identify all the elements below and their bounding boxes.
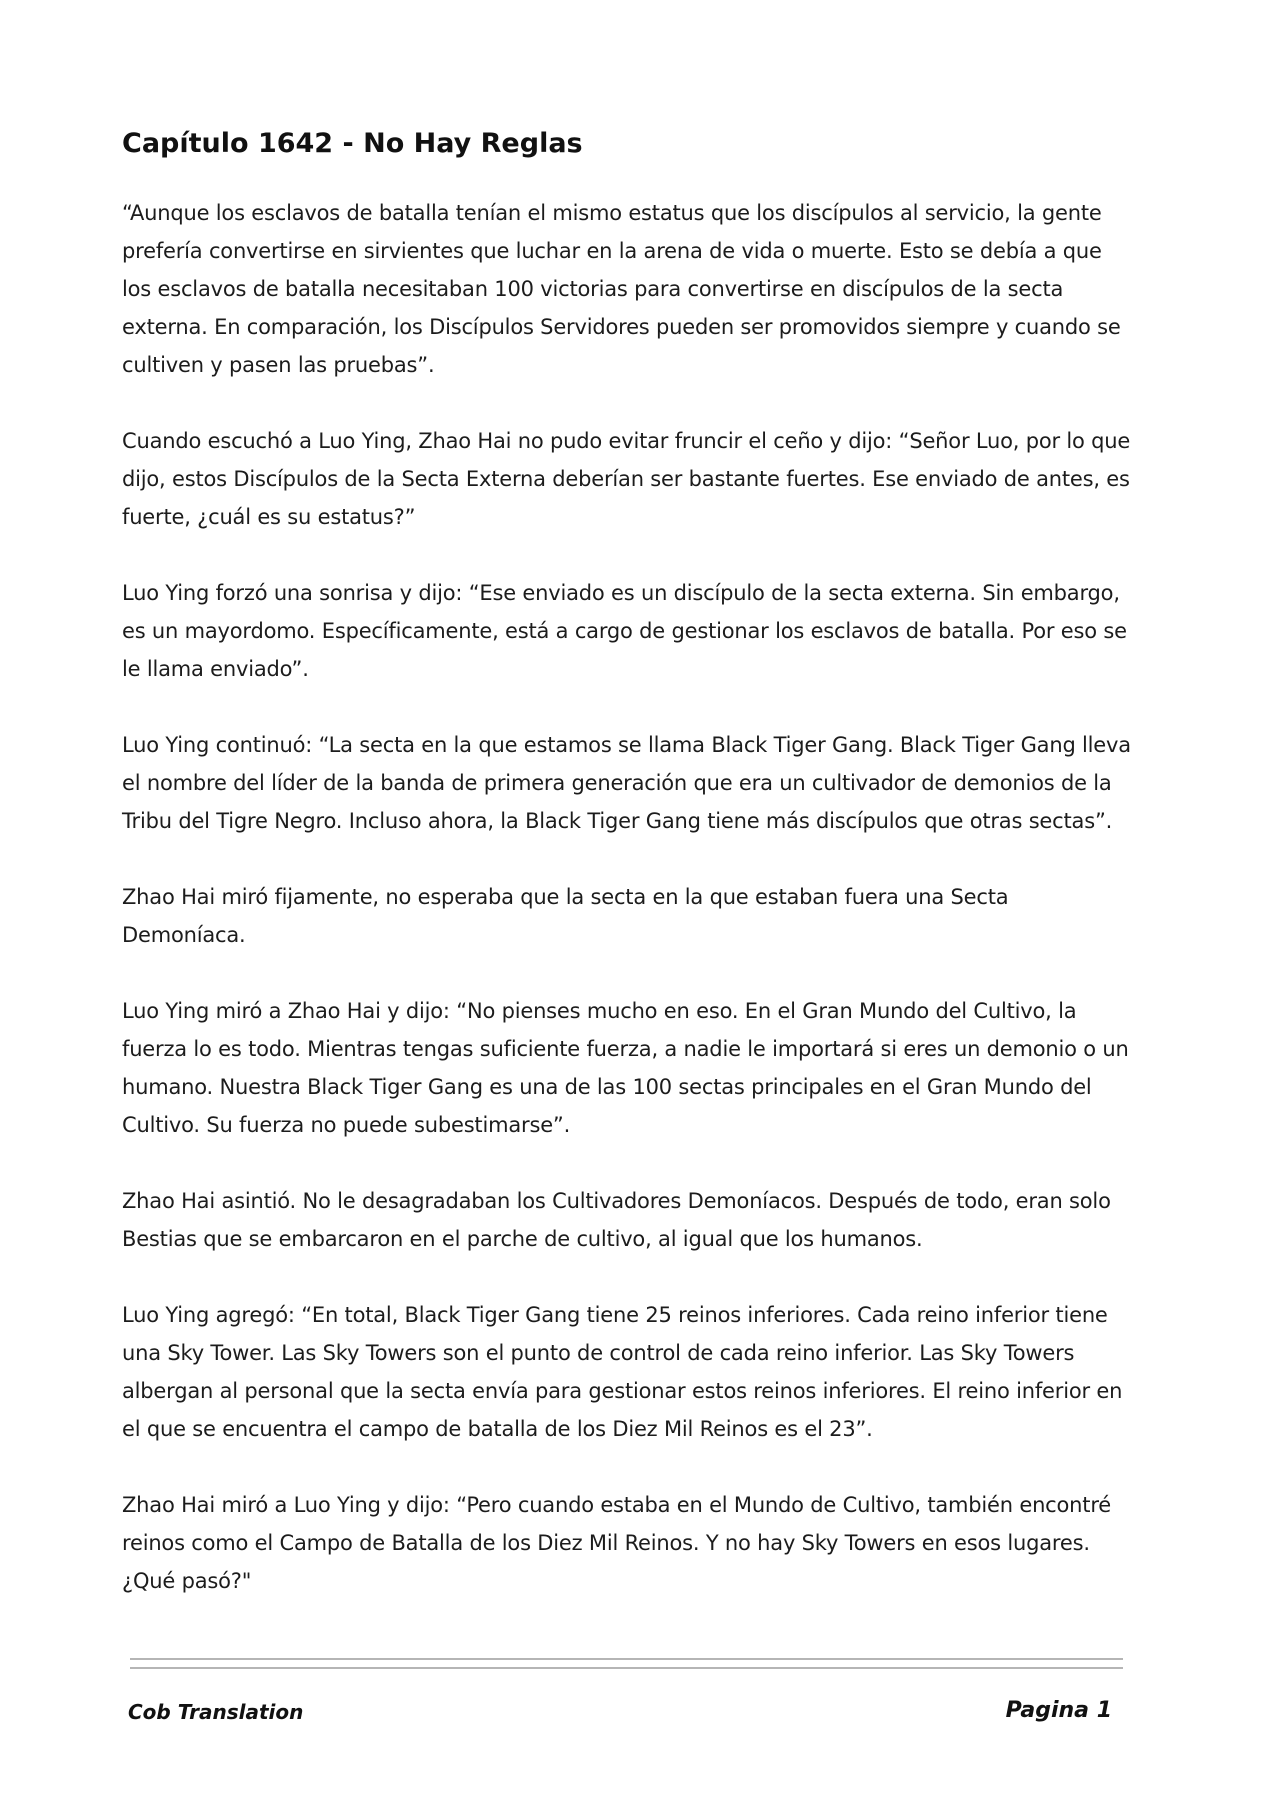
paragraph: Cuando escuchó a Luo Ying, Zhao Hai no pudo evitar fruncir el ceño y dijo: “Señor Luo, por lo que dijo, estos Discípulos de la Secta Externa deberían ser bastante fuertes. Ese enviado de antes, es fuerte, ¿cuál es su estatus?”: [122, 429, 1131, 529]
footer-divider-bottom: [130, 1667, 1123, 1669]
footer-divider-top: [130, 1658, 1123, 1660]
paragraph: Luo Ying forzó una sonrisa y dijo: “Ese enviado es un discípulo de la secta externa. Sin embargo, es un mayordomo. Específicamente, está a cargo de gestionar los esclavos de batalla. Por eso se le llama enviado”.: [122, 581, 1127, 681]
footer-translator-credit: Cob Translation: [128, 1700, 304, 1724]
paragraph: Luo Ying miró a Zhao Hai y dijo: “No pienses mucho en eso. En el Gran Mundo del Cultivo, la fuerza lo es todo. Mientras tengas suficiente fuerza, a nadie le importará si eres un demonio o un humano. Nuestra Black Tiger Gang es una de las 100 sectas principales en el Gran Mundo del Cultivo. Su fuerza no puede subestimarse”.: [122, 999, 1129, 1137]
paragraph: Zhao Hai miró fijamente, no esperaba que la secta en la que estaban fuera una Secta Demoníaca.: [122, 885, 1009, 947]
paragraph: Luo Ying agregó: “En total, Black Tiger Gang tiene 25 reinos inferiores. Cada reino inferior tiene una Sky Tower. Las Sky Towers son el punto de control de cada reino inferior. Las Sky Towers albergan al personal que la secta envía para gestionar estos reinos inferiores. El reino inferior en el que se encuentra el campo de batalla de los Diez Mil Reinos es el 23”.: [122, 1303, 1123, 1441]
paragraph: “Aunque los esclavos de batalla tenían el mismo estatus que los discípulos al servicio, la gente prefería convertirse en sirvientes que luchar en la arena de vida o muerte. Esto se debía a que los esclavos de batalla necesitaban 100 victorias para convertirse en discípulos de la secta externa. En comparación, los Discípulos Servidores pueden ser promovidos siempre y cuando se cultiven y pasen las pruebas”.: [122, 201, 1121, 377]
document-body: [122, 124, 1132, 1638]
chapter-title: Capítulo 1642 - No Hay Reglas: [122, 128, 583, 159]
paragraph: Zhao Hai miró a Luo Ying y dijo: “Pero cuando estaba en el Mundo de Cultivo, también encontré reinos como el Campo de Batalla de los Diez Mil Reinos. Y no hay Sky Towers en esos lugares. ¿Qué pasó?": [122, 1493, 1112, 1593]
paragraph: Zhao Hai asintió. No le desagradaban los Cultivadores Demoníacos. Después de todo, eran solo Bestias que se embarcaron en el parche de cultivo, al igual que los humanos.: [122, 1189, 1111, 1251]
paragraph: Luo Ying continuó: “La secta en la que estamos se llama Black Tiger Gang. Black Tiger Gang lleva el nombre del líder de la banda de primera generación que era un cultivador de demonios de la Tribu del Tigre Negro. Incluso ahora, la Black Tiger Gang tiene más discípulos que otras sectas”.: [122, 733, 1131, 833]
footer-page-number: Pagina 1: [1005, 1698, 1112, 1723]
